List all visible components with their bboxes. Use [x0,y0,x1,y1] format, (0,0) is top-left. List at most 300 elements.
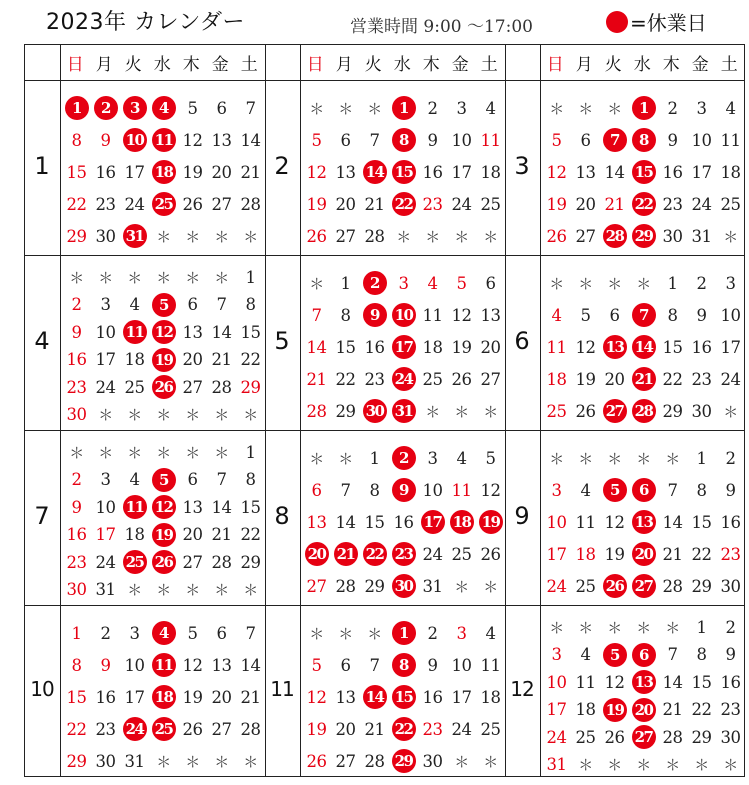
day-cell: 11 [422,305,443,325]
grid-line [25,430,744,431]
empty-day: ＊ [338,449,353,468]
day-cell: 22 [240,525,261,544]
day-cell: 21 [306,369,327,389]
week-row [62,158,265,186]
holiday-day: 6 [629,476,658,504]
day-cell: 25 [480,719,501,739]
day-cell: 12 [604,672,625,692]
day-cell: 23 [95,194,116,214]
day-cell: 9 [427,655,438,675]
holiday-day: 20 [629,696,658,724]
day-cell: 19 [546,194,567,214]
week-row [542,572,745,600]
day-cell: 16 [393,512,414,532]
week-row [62,373,265,401]
day-cell: 5 [485,448,496,468]
holiday-day: 31 [120,222,149,250]
day-cell: 20 [335,719,356,739]
day-cell: 6 [187,295,198,314]
empty-day: ＊ [214,268,229,287]
empty-day: ＊ [127,581,142,599]
empty-day: ＊ [367,99,382,118]
grid-line [505,45,506,776]
day-cell: 8 [369,480,380,500]
day-cell: 5 [187,623,198,643]
holiday-day: 1 [629,94,658,122]
day-cell: 4 [580,645,591,664]
week-row [542,668,745,696]
holiday-day: 13 [600,333,629,361]
empty-day: ＊ [723,756,738,774]
day-cell: 17 [95,350,116,369]
day-cell: 7 [245,98,256,118]
day-cell: 17 [546,700,567,719]
day-cell: 29 [662,401,683,421]
day-cell: 6 [216,98,227,118]
holiday-day: 26 [600,572,629,600]
day-cell: 17 [124,687,145,707]
day-cell: 14 [604,162,625,182]
day-cell: 24 [451,194,472,214]
holiday-day: 5 [600,476,629,504]
empty-day: ＊ [156,752,171,771]
empty-day: ＊ [483,577,498,596]
holiday-day: 13 [629,508,658,536]
day-cell: 21 [211,525,232,544]
day-cell: 26 [451,369,472,389]
holiday-day: 7 [629,301,658,329]
week-row [62,747,265,775]
empty-day: ＊ [578,618,593,637]
day-cell: 21 [240,162,261,182]
day-cell: 7 [667,480,678,500]
day-cell: 11 [480,655,501,675]
day-cell: 29 [691,727,712,747]
holiday-day: 20 [629,540,658,568]
day-cell: 27 [182,377,203,397]
week-row [302,572,505,600]
day-cell: 13 [211,130,232,150]
day-cell: 25 [422,369,443,389]
day-cell: 10 [95,322,116,342]
day-cell: 29 [364,576,385,596]
empty-day: ＊ [156,581,171,599]
day-cell: 22 [66,194,87,214]
week-row [542,508,745,536]
month-number: 11 [270,677,294,701]
day-cell: 14 [306,337,327,357]
holiday-day: 6 [629,641,658,669]
day-cell: 28 [335,576,356,596]
month-number: 6 [514,327,530,355]
holiday-day: 1 [62,94,91,122]
day-cell: 26 [306,751,327,771]
holiday-day: 9 [360,301,389,329]
empty-day: ＊ [607,756,622,774]
holiday-day: 26 [149,548,178,576]
day-cell: 10 [546,672,567,692]
day-cell: 10 [124,655,145,675]
week-row [542,641,745,669]
day-cell: 21 [364,719,385,739]
day-cell: 16 [66,525,87,544]
day-cell: 25 [575,576,596,596]
day-cell: 26 [480,544,501,564]
empty-day: ＊ [723,402,738,421]
day-cell: 15 [691,672,712,692]
holiday-day: 5 [149,291,178,319]
week-row [302,540,505,568]
month-number: 5 [274,327,290,355]
holiday-day: 18 [149,683,178,711]
holiday-day: 10 [120,126,149,154]
day-cell: 9 [71,497,82,517]
day-cell: 28 [211,377,232,397]
day-cell: 20 [575,194,596,214]
day-cell: 9 [71,322,82,342]
holiday-day: 10 [389,301,418,329]
weekday-label: 月 [95,54,113,75]
empty-day: ＊ [185,268,200,287]
day-cell: 17 [691,162,712,182]
day-cell: 12 [182,130,203,150]
day-cell: 23 [364,369,385,389]
day-cell: 23 [662,194,683,214]
day-cell: 3 [456,98,467,118]
day-cell: 28 [240,194,261,214]
week-row [302,476,505,504]
day-cell: 24 [422,544,443,564]
week-row [62,126,265,154]
day-cell: 19 [575,369,596,389]
weekday-label: 水 [633,54,651,75]
holiday-day: 15 [629,158,658,186]
day-cell: 15 [662,337,683,357]
day-cell: 2 [100,623,111,643]
day-cell: 24 [95,377,116,397]
day-cell: 11 [575,512,596,532]
week-row [302,715,505,743]
month-number: 8 [274,502,290,530]
day-cell: 12 [182,655,203,675]
day-cell: 27 [335,751,356,771]
empty-day: ＊ [694,756,709,774]
week-row [542,126,745,154]
day-cell: 18 [546,369,567,389]
day-cell: 1 [71,623,82,643]
holiday-day: 28 [600,222,629,250]
day-cell: 5 [311,130,322,150]
year-calendar-grid [24,44,745,777]
empty-day: ＊ [607,99,622,118]
holiday-day: 22 [389,190,418,218]
day-cell: 26 [182,719,203,739]
day-cell: 25 [451,544,472,564]
empty-day: ＊ [549,274,564,293]
empty-day: ＊ [636,756,651,774]
holiday-day: 20 [302,540,331,568]
day-cell: 10 [451,130,472,150]
day-cell: 30 [720,727,741,747]
empty-day: ＊ [665,449,680,468]
holiday-day: 14 [360,158,389,186]
weekday-label: 土 [720,54,738,75]
grid-line [540,45,541,776]
day-cell: 11 [451,480,472,500]
holiday-day: 9 [389,476,418,504]
empty-day: ＊ [549,99,564,118]
day-cell: 29 [66,226,87,246]
holiday-day: 27 [629,572,658,600]
day-cell: 14 [211,322,232,342]
week-row [542,269,745,297]
day-cell: 29 [240,552,261,572]
holiday-day: 17 [389,333,418,361]
day-cell: 19 [182,162,203,182]
day-cell: 30 [720,576,741,596]
day-cell: 29 [66,751,87,771]
holiday-dot-icon [606,11,628,33]
week-row [302,158,505,186]
empty-day: ＊ [396,227,411,246]
weekday-label: 土 [240,54,258,75]
week-row [62,651,265,679]
grid-line [265,45,266,776]
day-cell: 19 [604,544,625,564]
day-cell: 5 [187,98,198,118]
empty-day: ＊ [454,402,469,421]
day-cell: 11 [720,130,741,150]
holiday-day: 25 [149,190,178,218]
holiday-day: 17 [418,508,447,536]
day-cell: 2 [725,448,736,468]
empty-day: ＊ [665,618,680,637]
day-cell: 18 [720,162,741,182]
empty-day: ＊ [69,443,84,462]
empty-day: ＊ [338,624,353,643]
week-row [62,401,265,429]
day-cell: 31 [95,580,116,599]
day-cell: 14 [211,497,232,517]
week-row [62,94,265,122]
holiday-day: 27 [629,723,658,751]
holiday-day: 2 [389,444,418,472]
day-cell: 13 [480,305,501,325]
day-cell: 3 [100,295,111,314]
day-cell: 3 [427,448,438,468]
day-cell: 1 [667,273,678,293]
day-cell: 6 [187,470,198,489]
week-row [302,747,505,775]
day-cell: 27 [480,369,501,389]
empty-day: ＊ [483,227,498,246]
day-cell: 13 [182,322,203,342]
day-cell: 22 [335,369,356,389]
day-cell: 25 [575,727,596,747]
day-cell: 15 [66,687,87,707]
day-cell: 24 [546,727,567,747]
holiday-day: 24 [389,365,418,393]
day-cell: 14 [335,512,356,532]
empty-day: ＊ [156,406,171,424]
week-row [302,683,505,711]
week-row [302,619,505,647]
day-cell: 2 [696,273,707,293]
day-cell: 19 [451,337,472,357]
day-cell: 31 [546,755,567,774]
day-cell: 25 [124,377,145,397]
empty-day: ＊ [425,227,440,246]
empty-day: ＊ [185,406,200,424]
day-cell: 2 [427,623,438,643]
day-cell: 7 [216,470,227,489]
day-cell: 17 [124,162,145,182]
day-cell: 12 [480,480,501,500]
day-cell: 21 [240,687,261,707]
day-cell: 16 [422,687,443,707]
day-cell: 5 [311,655,322,675]
day-cell: 27 [211,194,232,214]
day-cell: 8 [696,645,707,664]
day-cell: 9 [100,655,111,675]
day-cell: 25 [720,194,741,214]
day-cell: 26 [604,727,625,747]
day-cell: 18 [575,700,596,719]
empty-day: ＊ [243,581,258,599]
day-cell: 19 [306,719,327,739]
weekday-label: 金 [691,54,709,75]
day-cell: 1 [369,448,380,468]
day-cell: 28 [662,727,683,747]
week-row [542,333,745,361]
day-cell: 27 [211,719,232,739]
week-row [302,651,505,679]
day-cell: 9 [100,130,111,150]
holiday-day: 19 [149,521,178,549]
day-cell: 15 [240,322,261,342]
empty-day: ＊ [636,274,651,293]
empty-day: ＊ [578,449,593,468]
empty-day: ＊ [309,449,324,468]
week-row [62,318,265,346]
month-number: 9 [514,502,530,530]
day-cell: 30 [691,401,712,421]
day-cell: 9 [725,645,736,664]
day-cell: 20 [182,525,203,544]
holiday-day: 5 [600,641,629,669]
day-cell: 3 [456,623,467,643]
empty-day: ＊ [636,618,651,637]
weekday-label: 木 [182,54,200,75]
day-cell: 15 [335,337,356,357]
empty-day: ＊ [549,618,564,637]
holiday-day: 15 [389,683,418,711]
day-cell: 4 [580,480,591,500]
week-row [302,397,505,425]
day-cell: 22 [691,700,712,719]
weekday-header [306,47,499,77]
day-cell: 24 [691,194,712,214]
grid-line [300,45,301,776]
empty-day: ＊ [309,624,324,643]
weekday-label: 火 [124,54,142,75]
day-cell: 15 [240,497,261,517]
day-cell: 21 [662,544,683,564]
month-number: 7 [34,502,50,530]
empty-day: ＊ [185,443,200,462]
day-cell: 8 [340,305,351,325]
day-cell: 3 [129,623,140,643]
week-row [302,301,505,329]
day-cell: 12 [306,162,327,182]
holiday-day: 2 [360,269,389,297]
week-row [62,466,265,494]
day-cell: 16 [66,350,87,369]
day-cell: 14 [240,130,261,150]
day-cell: 4 [551,305,562,325]
day-cell: 3 [551,645,562,664]
holiday-day: 14 [629,333,658,361]
day-cell: 23 [720,700,741,719]
day-cell: 23 [720,544,741,564]
week-row [62,291,265,319]
holiday-day: 21 [331,540,360,568]
holiday-day: 31 [389,397,418,425]
day-cell: 16 [422,162,443,182]
week-row [302,94,505,122]
empty-day: ＊ [454,577,469,596]
day-cell: 18 [422,337,443,357]
day-cell: 6 [609,305,620,325]
holiday-day: 25 [149,715,178,743]
week-row [542,397,745,425]
day-cell: 22 [662,369,683,389]
day-cell: 24 [451,719,472,739]
holiday-day: 25 [120,548,149,576]
legend [606,7,707,36]
day-cell: 22 [66,719,87,739]
empty-day: ＊ [607,449,622,468]
business-hours: 営業時間 9:00 ～17:00 [350,17,533,37]
day-cell: 27 [335,226,356,246]
day-cell: 8 [245,295,256,314]
empty-day: ＊ [185,581,200,599]
empty-day: ＊ [607,274,622,293]
weekday-label: 月 [335,54,353,75]
empty-day: ＊ [607,618,622,637]
empty-day: ＊ [665,756,680,774]
holiday-day: 23 [389,540,418,568]
day-cell: 6 [580,130,591,150]
day-cell: 6 [340,655,351,675]
empty-day: ＊ [636,449,651,468]
week-row [542,476,745,504]
empty-day: ＊ [156,227,171,246]
weekday-label: 日 [66,54,84,75]
day-cell: 31 [124,751,145,771]
holiday-day: 4 [149,94,178,122]
day-cell: 7 [667,645,678,664]
month-number: 2 [274,152,290,180]
day-cell: 10 [95,497,116,517]
day-cell: 16 [720,672,741,692]
week-row [62,263,265,291]
day-cell: 17 [720,337,741,357]
day-cell: 11 [546,337,567,357]
day-cell: 23 [66,552,87,572]
week-row [62,619,265,647]
day-cell: 14 [662,672,683,692]
